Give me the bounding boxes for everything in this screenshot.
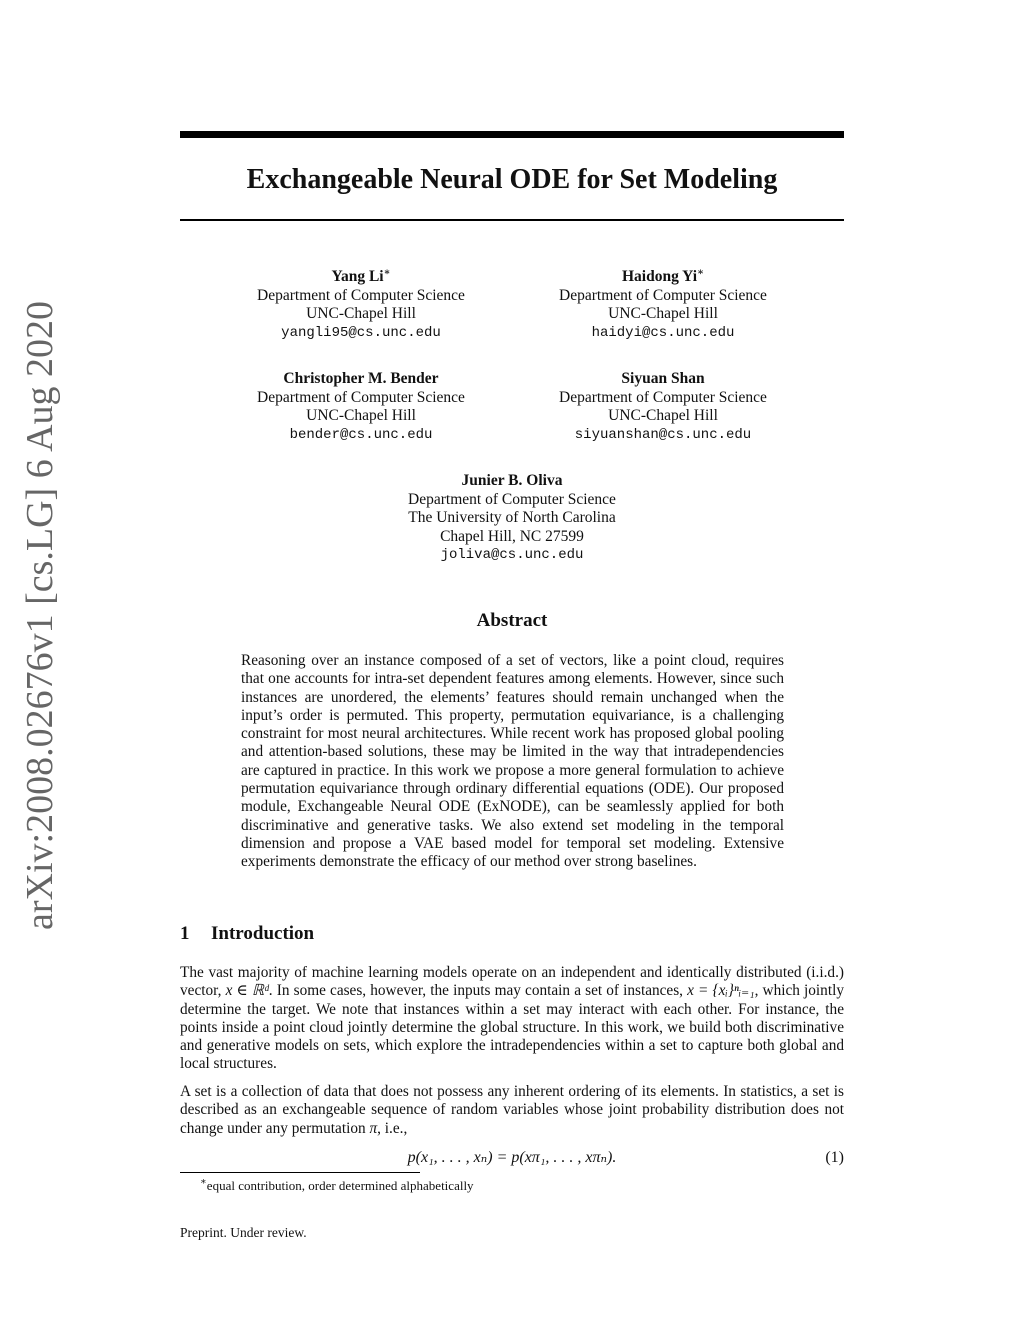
- author-department: Department of Computer Science: [559, 388, 767, 406]
- author-name: Yang Li: [331, 268, 384, 285]
- author-affiliation: UNC-Chapel Hill: [608, 305, 718, 322]
- author-footnote-mark: ∗: [383, 266, 391, 278]
- author-department: Department of Computer Science: [257, 286, 465, 304]
- equation-number: (1): [825, 1149, 844, 1166]
- author-affiliation: UNC-Chapel Hill: [306, 407, 416, 424]
- author-department: Department of Computer Science: [257, 388, 465, 406]
- arxiv-side-watermark: arXiv:2008.02676v1 [cs.LG] 6 Aug 2020: [19, 300, 61, 930]
- author-block: [352, 472, 672, 565]
- abstract-text: Reasoning over an instance composed of a set of vectors, like a point cloud, requires that one accounts for intra-set dependent features among elements. However, since such instances are unordered, the elements’ features should remain unchanged when the input’s order is permuted. This property, permutation equivariance, is a challenging constraint for most neural architectures. While recent work has proposed global pooling and attention-based solutions, these may be limited in the way that intradependencies are captured in practice. In this work we propose a more general formulation to achieve permutation equivariance through ordinary differential equations (ODE). Our proposed module, Exchangeable Neural ODE (ExNODE), can be seamlessly applied for both discriminative and generative tasks. We also extend set modeling in the temporal dimension and propose a VAE based model for temporal set modeling. Extensive experiments demonstrate the efficacy of our method over strong baselines.: [241, 652, 784, 871]
- author-name: Haidong Yi: [622, 268, 698, 285]
- author-block: [503, 370, 823, 444]
- abstract-heading: Abstract: [476, 610, 548, 631]
- author-email[interactable]: siyuanshan@cs.unc.edu: [574, 426, 752, 443]
- paragraph-text: , i.e.,: [377, 1119, 408, 1137]
- author-email[interactable]: haidyi@cs.unc.edu: [591, 324, 735, 341]
- author-email[interactable]: yangli95@cs.unc.edu: [281, 324, 441, 341]
- paragraph-text: A set is a collection of data that does not possess any inherent ordering of its elements. In statistics, a set is described as an exchangeable sequence of random variables whose joint probability distribution does not change under any permutation: [180, 1083, 844, 1137]
- author-block: [201, 370, 521, 444]
- equation-1: [180, 1147, 844, 1169]
- author-location: Chapel Hill, NC 27599: [440, 527, 584, 545]
- author-email[interactable]: bender@cs.unc.edu: [289, 426, 433, 443]
- footnote-text: equal contribution, order determined alphabetically: [206, 1178, 474, 1193]
- author-footnote-mark: ∗: [697, 266, 704, 278]
- title-bottom-rule: [180, 219, 844, 221]
- intro-paragraph-1: [180, 964, 844, 1074]
- equation-body: p(x₁, . . . , xₙ) = p(xπ₁, . . . , xπₙ).: [407, 1149, 617, 1166]
- author-affiliation: UNC-Chapel Hill: [608, 407, 718, 424]
- section-number: 1: [180, 923, 190, 944]
- intro-paragraph-2: [180, 1083, 844, 1138]
- paper-title: Exchangeable Neural ODE for Set Modeling: [246, 164, 778, 195]
- title-top-rule: [180, 131, 844, 138]
- author-affiliation: The University of North Carolina: [408, 509, 616, 526]
- section-heading: [180, 922, 580, 946]
- paragraph-text: , which jointly determine the target. We note that instances within a set may interact with each other. For instance, the points inside a point cloud jointly determine the global structure. In this work, we build both discriminative and generative models on sets, which explore the intradependencies within a set to capture both global and local structures.: [180, 982, 844, 1073]
- paragraph-text: . In some cases, however, the inputs may contain a set of instances,: [268, 982, 688, 1000]
- footnote-mark: ∗: [200, 1176, 207, 1188]
- inline-math: x ∈ ℝᵈ: [225, 982, 269, 1000]
- footnote: [200, 1176, 800, 1196]
- inline-math: x = {xᵢ}ⁿᵢ₌₁: [687, 982, 755, 1000]
- author-name: Siyuan Shan: [621, 370, 705, 387]
- author-name: Junier B. Oliva: [461, 472, 563, 489]
- section-title: Introduction: [211, 923, 315, 944]
- footnote-rule: [180, 1172, 420, 1173]
- author-affiliation: UNC-Chapel Hill: [306, 305, 416, 322]
- author-email[interactable]: joliva@cs.unc.edu: [440, 547, 584, 563]
- author-department: Department of Computer Science: [408, 490, 616, 508]
- author-block: [201, 268, 521, 342]
- inline-math: π: [369, 1119, 378, 1137]
- author-department: Department of Computer Science: [559, 286, 767, 304]
- author-block: [503, 268, 823, 342]
- author-name: Christopher M. Bender: [283, 370, 439, 387]
- paragraph-text: The vast majority of machine learning models operate on an independent and identically distributed (i.i.d.) vector,: [180, 964, 844, 1000]
- preprint-footer: Preprint. Under review.: [180, 1225, 307, 1240]
